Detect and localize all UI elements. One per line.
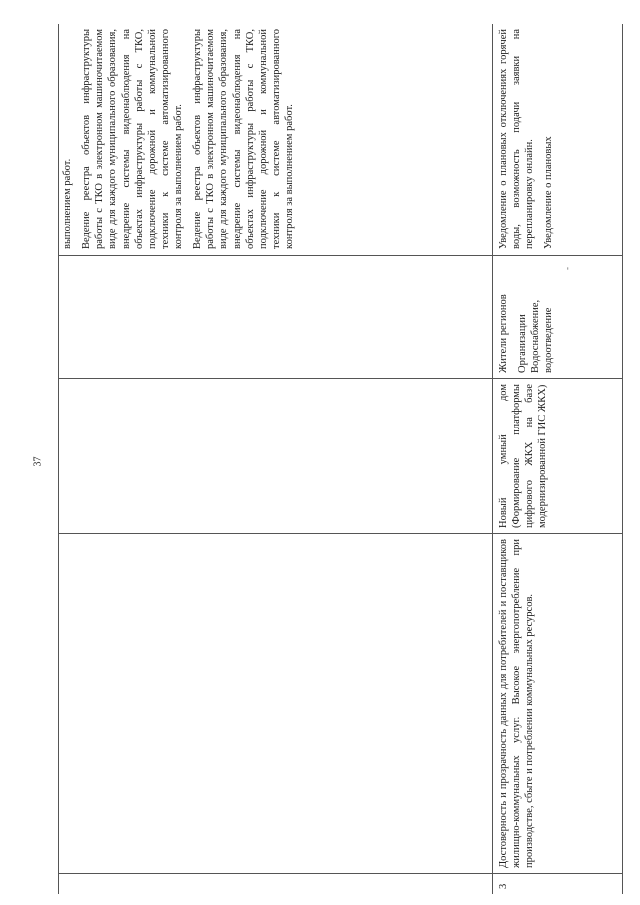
beneficiary-item: Жители регионов (498, 294, 509, 373)
result-text: Достоверность и прозрачность данных для потребителей и поставщиков жилищно-коммунальных услуг. Высокое энергопотребление при производстве, сбыте и потреблении коммунальных ресурсов. (498, 539, 536, 868)
project-cell (494, 379, 622, 533)
table-border-bottom (622, 24, 623, 894)
beneficiaries-cell (494, 256, 622, 378)
row-index: 3 (498, 883, 509, 889)
project-text: Новый умный дом (Формирование платформы цифрового ЖКХ на базе модернизированной ГИС ЖКХ) (498, 384, 549, 528)
effect-item: Уведомление о плановых отключениях горячей воды, возможность подачи заявки на перепланировку онлайн. (498, 29, 536, 249)
previous-row-effect: Ведение реестра объектов инфраструктуры работы с ТКО в электронном машиночитаемом виде для каждого муниципального образования, внедрение системы видеонаблюдения на объектах инфраструктуры работы с ТКО, подключение дорожной и коммунальной техники к системе автоматизированного контроля за выполнением работ. (192, 29, 295, 249)
previous-row-effect: выполнением работ. (62, 158, 73, 249)
page-number: 37 (32, 456, 44, 467)
row-divider (492, 24, 493, 894)
beneficiary-item: Организации Водоснабжение, водоотведение (517, 299, 555, 373)
previous-row-effects-cell (58, 24, 492, 254)
effect-item: Уведомление о плановых (543, 136, 555, 249)
result-cell (494, 534, 622, 873)
stray-dash-mark: - (562, 267, 572, 270)
rotated-table (58, 24, 623, 894)
row-index-cell (494, 874, 622, 894)
previous-row-effect: Ведение реестра объектов инфраструктуры работы с ТКО в электронном машиночитаемом виде для каждого муниципального образования, внедрение системы видеонаблюдения на объектах инфраструктуры работы с ТКО, подключение дорожной и коммунальной техники к системе автоматизированного контроля за выполнением работ. (81, 29, 184, 249)
effects-cell (494, 24, 622, 254)
